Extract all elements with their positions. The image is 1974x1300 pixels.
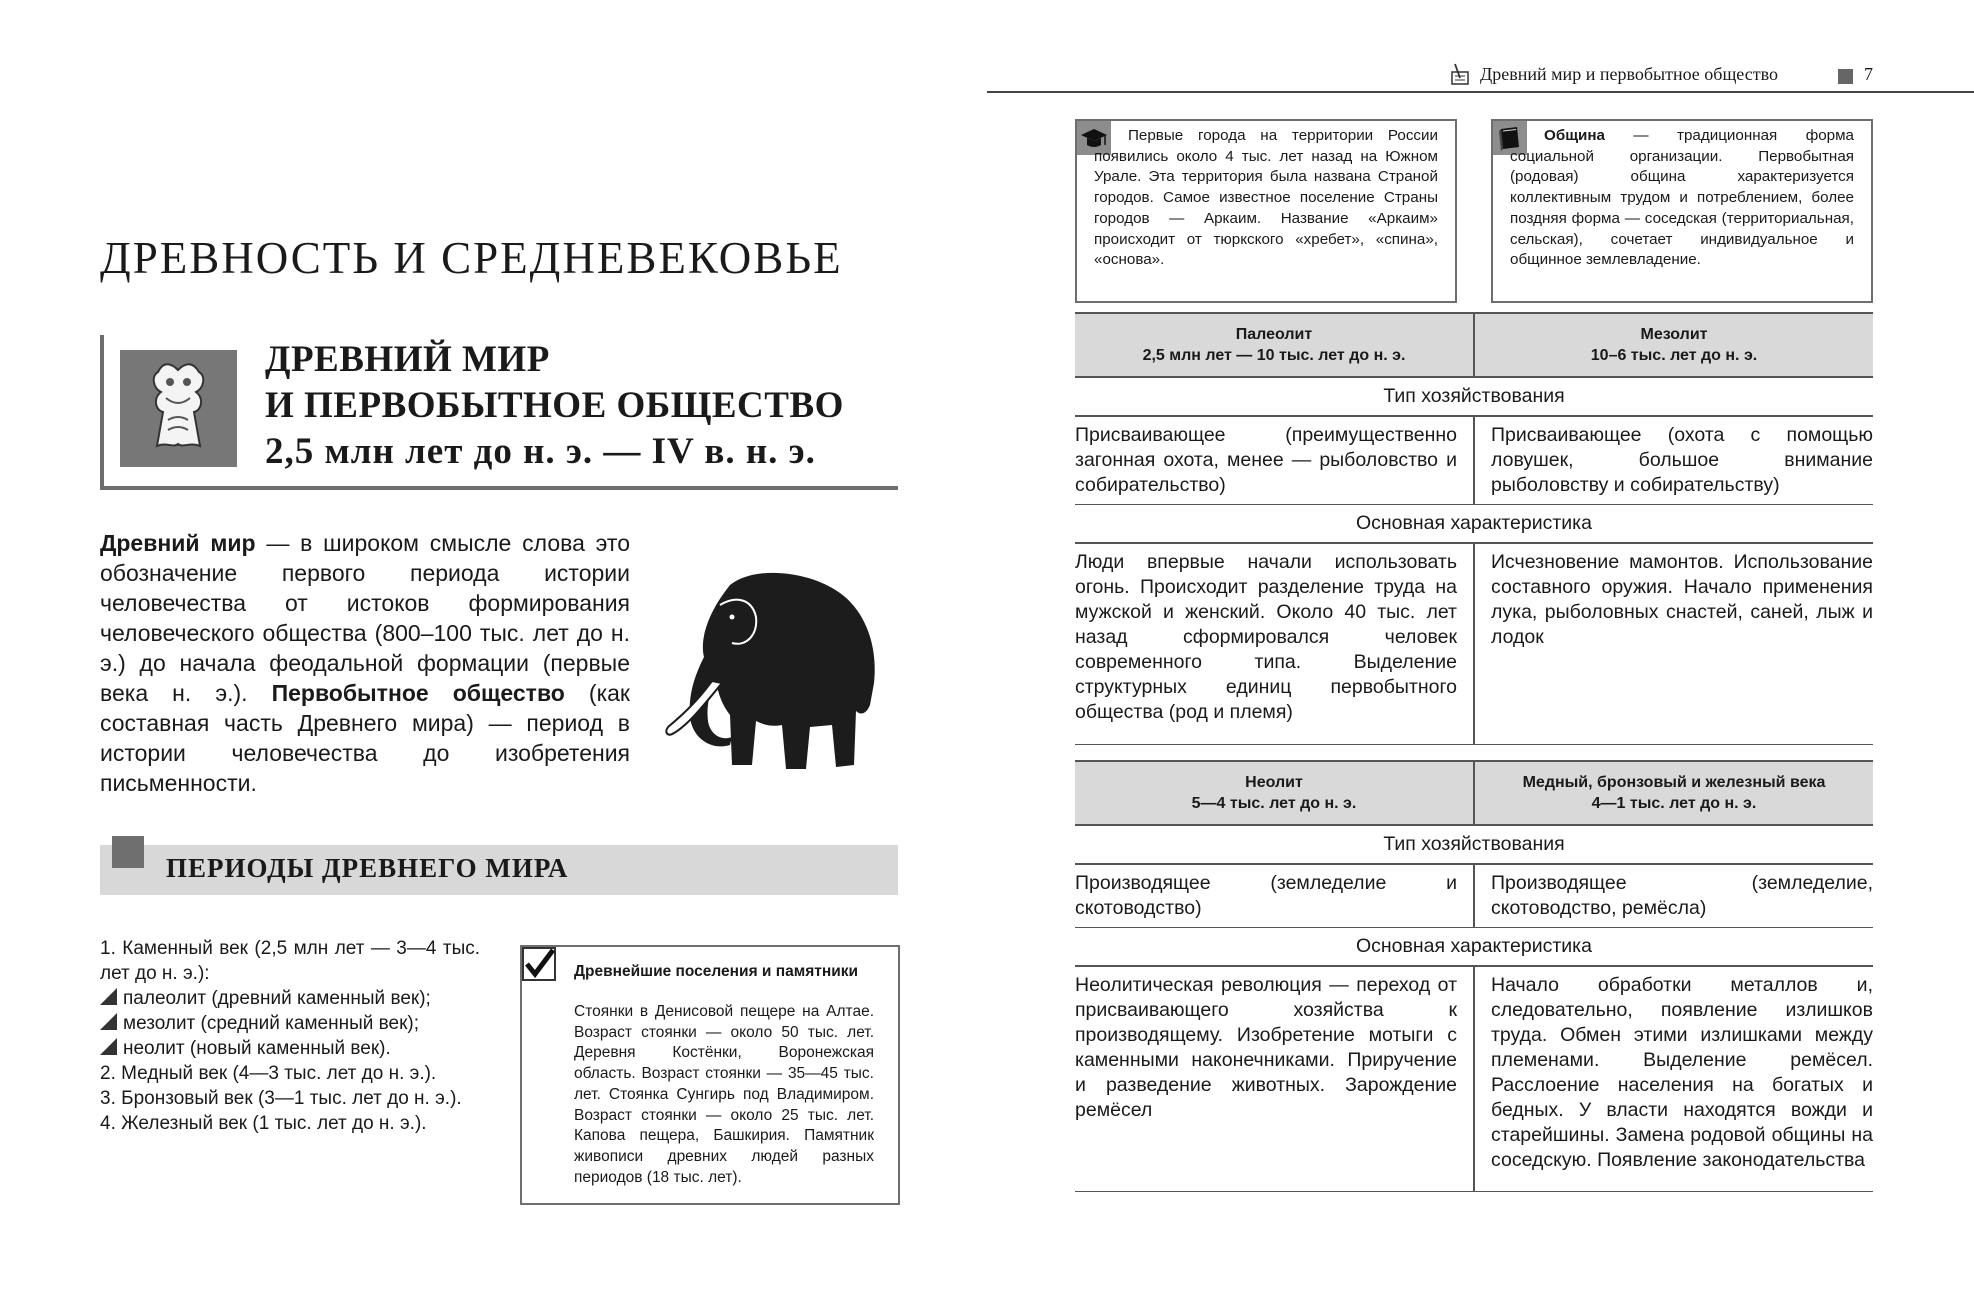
periods-heading: ПЕРИОДЫ ДРЕВНЕГО МИРА: [166, 853, 569, 883]
table-header-cell: Неолит 5—4 тыс. лет до н. э.: [1075, 761, 1474, 825]
section-title: ДРЕВНОСТЬ И СРЕДНЕВЕКОВЬЕ: [100, 233, 843, 283]
cities-info-text: Первые города на территории России появились около 4 тыс. лет назад на Южном Урале. Эта территория была названа Страной городов. Самое известное поселение Страны городов — Аркаим. Название «Аркаим» происходит от тюркского «хребет», «спина», «основа».: [1094, 127, 1438, 269]
table-subheading-row: [1075, 825, 1873, 864]
term-primitive-society: Первобытное общество: [271, 680, 565, 706]
table-cell: Неолитическая революция — переход от присваивающего хозяйства к производящему. Изобретение мотыги с каменными наконечниками. Приручение и разведение животных. Зарождение ремёсел: [1075, 966, 1474, 1192]
table-cell: Присваивающее (преимущественно загонная охота, менее — рыболовство и собирательство): [1075, 416, 1474, 505]
table-subheading-row: [1075, 505, 1873, 544]
intro-text-part1: — в широком смысле слова это обозначение первого периода истории человечества от истоков формирования человеческого общества (800–100 тыс. лет до н. э.) до начала феодальной формации (первые века н. э.).: [100, 530, 630, 706]
table-subheading-row: [1075, 928, 1873, 967]
list-item: 3. Бронзовый век (3—1 тыс. лет до н. э.).: [100, 1088, 462, 1109]
running-header-title: Древний мир и первобытное общество: [1480, 64, 1778, 84]
table-cell: Производящее (земледелие и скотоводство): [1075, 864, 1474, 928]
term-ancient-world: Древний мир: [100, 530, 256, 556]
intro-text-part2: (как составная часть Древнего мира) — период в истории человечества до изобретения письменности.: [100, 680, 630, 796]
table-row: [1075, 543, 1873, 745]
triangle-bullet-icon: [100, 988, 117, 1005]
chapter-title-line1: ДРЕВНИЙ МИР: [265, 339, 550, 380]
triangle-bullet-icon: [100, 1038, 117, 1055]
mammoth-illustration: [660, 565, 890, 780]
periods-heading-square: [112, 836, 144, 868]
list-subitem: палеолит (древний каменный век);: [123, 988, 431, 1009]
table-cell: Производящее (земледелие, скотоводство, ремёсла): [1474, 864, 1873, 928]
table-header-row: [1075, 313, 1873, 377]
community-info-text: Община — традиционная форма социальной организации. Первобытная (родовая) община характеризуется коллективным трудом и потреблением, более поздняя форма — соседская (территориальная, сельская), сочетает индивидуальное и общинное землевладение.: [1510, 127, 1854, 269]
periods-table-1: [1075, 312, 1873, 745]
table-cell: Исчезновение мамонтов. Использование составного оружия. Начало применения лука, рыболовных снастей, саней, лыж и лодок: [1474, 543, 1873, 745]
header-square-marker: [1838, 69, 1853, 84]
table-cell: Люди впервые начали использовать огонь. Происходит разделение труда на мужской и женский. Около 40 тыс. лет назад сформировался человек современного типа. Выделение структурных единиц первобытного общества (род и племя): [1075, 543, 1474, 745]
settlements-title: Древнейшие поселения и памятники: [574, 963, 859, 980]
table-subheading: Тип хозяйствования: [1075, 825, 1873, 864]
table-row: [1075, 966, 1873, 1192]
list-item: 4. Железный век (1 тыс. лет до н. э.).: [100, 1113, 427, 1134]
settlements-text: Стоянки в Денисовой пещере на Алтае. Возраст стоянки — около 50 тыс. лет. Деревня Костёнки, Воронежская область. Возраст стоянки — 35—45 тыс. лет. Стоянка Сунгирь под Владимиром. Возраст стоянки — около 25 тыс. лет. Капова пещера, Башкирия. Памятник живописи древних людей разных периодов (18 тыс. лет).: [574, 1003, 874, 1186]
header-rule: [987, 91, 1974, 93]
triangle-bullet-icon: [100, 1013, 117, 1030]
list-item: [100, 1011, 480, 1036]
chapter-title-line2: И ПЕРВОБЫТНОЕ ОБЩЕСТВО: [265, 385, 844, 426]
list-item: [100, 986, 480, 1011]
table-header-cell: Медный, бронзовый и железный века 4—1 тыс. лет до н. э.: [1474, 761, 1873, 825]
list-subitem: неолит (новый каменный век).: [123, 1038, 391, 1059]
table-subheading: Основная характеристика: [1075, 505, 1873, 544]
bear-skin-emblem-icon: [120, 350, 237, 467]
pen-book-icon: [1450, 62, 1472, 86]
table-cell: Начало обработки металлов и, следовательно, появление излишков труда. Обмен этими излишками между племенами. Выделение ремёсел. Расслоение населения на богатых и бедных. У власти находятся вожди и старейшины. Замена родовой общины на соседскую. Появление законодательства: [1474, 966, 1873, 1192]
chapter-date-range: 2,5 млн лет до н. э. — IV в. н. э.: [265, 431, 816, 472]
table-subheading: Тип хозяйствования: [1075, 377, 1873, 416]
intro-paragraph: [100, 528, 630, 798]
periods-list: [100, 936, 480, 1136]
table-subheading-row: [1075, 377, 1873, 416]
chapter-title: [265, 337, 844, 429]
term-community: Община: [1544, 127, 1605, 144]
table-header-cell: Мезолит 10–6 тыс. лет до н. э.: [1474, 313, 1873, 377]
page-number: 7: [1864, 64, 1873, 84]
chapter-emblem: [120, 350, 237, 467]
list-item: [100, 1036, 480, 1061]
checkmark-icon: [522, 947, 556, 981]
table-header-cell: Палеолит 2,5 млн лет — 10 тыс. лет до н. э.: [1075, 313, 1474, 377]
table-header-row: [1075, 761, 1873, 825]
list-item: 1. Каменный век (2,5 млн лет — 3—4 тыс. лет до н. э.):: [100, 938, 480, 984]
list-subitem: мезолит (средний каменный век);: [123, 1013, 419, 1034]
table-cell: Присваивающее (охота с помощью ловушек, большое внимание рыболовству и собирательству): [1474, 416, 1873, 505]
table-row: [1075, 864, 1873, 928]
periods-table-2: [1075, 760, 1873, 1192]
list-item: 2. Медный век (4—3 тыс. лет до н. э.).: [100, 1063, 437, 1084]
table-row: [1075, 416, 1873, 505]
table-subheading: Основная характеристика: [1075, 928, 1873, 967]
